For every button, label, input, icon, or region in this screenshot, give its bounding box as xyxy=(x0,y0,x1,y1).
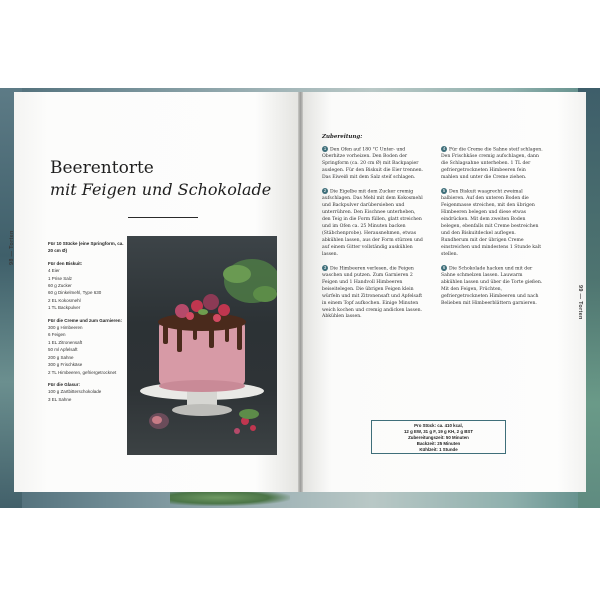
ingredient-item: 1 Prise Salz xyxy=(48,275,73,281)
instruction-step xyxy=(322,146,424,182)
ingredient-item: 1 TL Backpulver xyxy=(48,305,81,311)
step-text: Für die Creme die Sahne steif schlagen. Den Frischkäse cremig aufschlagen, dann die Schlagsahne unterheben. 1 TL der gefriergetrockneten Himbeeren fein mahlen und unter die Creme ziehen. xyxy=(441,147,543,181)
ingredient-item: 3 EL Sahne xyxy=(48,396,72,402)
step-number: 5 xyxy=(442,188,446,194)
title-divider xyxy=(128,217,198,218)
cake-illustration xyxy=(127,236,277,455)
right-page-side-label: 99 — Torten xyxy=(577,285,583,320)
nutrition-line: Zubereitungszeit: 50 Minuten xyxy=(408,435,469,440)
background-greenery xyxy=(170,492,290,506)
ingredients-heading: Für die Creme und zum Garnieren: xyxy=(48,317,123,323)
ingredient-item: 60 g Dinkelmehl, Type 630 xyxy=(48,290,102,296)
instruction-step xyxy=(441,146,543,182)
step-text: Die Eigelbe mit dem Zucker cremig aufschlagen. Das Mehl mit dem Kokosmehl und Backpulver darübersieben und unterrühren. Den Eischnee unterheben, den Teig in die Form füllen, glatt streichen und im Ofen ca. 25 Minuten backen (Stäbchenprobe). Herausnehmen, etwas abkühlen lassen, aus der Form stürzen und auf einem Gitter vollständig auskühlen lassen. xyxy=(322,189,423,257)
ingredient-item: 2 TL Himbeeren, gefriergetrocknet xyxy=(48,369,117,375)
left-page-side-label: 98 — Torten xyxy=(9,230,15,265)
instructions-column-left xyxy=(322,146,424,327)
instruction-step xyxy=(441,188,543,259)
instruction-step xyxy=(441,265,543,308)
nutrition-line: Pro Stück: ca. 410 kcal, xyxy=(414,423,463,428)
nutrition-box xyxy=(371,420,506,454)
ingredient-item: 60 g Zucker xyxy=(48,283,72,289)
ingredient-item: 6 Feigen xyxy=(48,332,66,338)
ingredients-heading: Für die Glasur: xyxy=(48,381,81,387)
ingredient-item: 2 EL Kokosmehl xyxy=(48,297,81,303)
step-number: 4 xyxy=(442,146,446,151)
instruction-step xyxy=(322,188,424,259)
nutrition-line: 12 g EW, 31 g F, 19 g KH, 2 g BST xyxy=(403,429,474,434)
ingredient-item: 300 g Himbeeren xyxy=(48,325,83,331)
step-text: Die Himbeeren verlesen, die Feigen waschen und putzen. Zum Garnieren 2 Feigen und 1 Handvoll Himbeeren beiseitelegen. Die übrigen Feigen klein würfeln und mit Zitronensaft und Apfelsaft in einem Topf aufkochen. Einige Minuten weich kochen und cremig andicken lassen. Abkühlen lassen. xyxy=(322,266,423,320)
recipe-subtitle: mit Feigen und Schokolade xyxy=(50,180,272,199)
step-text: Die Schokolade hacken und mit der Sahne schmelzen lassen. Lauwarm abkühlen lassen und über die Torte gießen. Mit den Feigen, Früchten, gefriergetrockneten Himbeeren und nach Belieben mit Himbeerblättern garnieren. xyxy=(441,266,543,306)
recipe-title: Beerentorte xyxy=(50,158,154,178)
step-text: Den Ofen auf 180 °C Unter- und Oberhitze vorheizen. Den Boden der Springform (ca. 20 cm Ø) mit Backpapier auslegen. Für den Biskuit die Eier trennen. Das Eiweiß mit dem Salz steif schlagen. xyxy=(322,147,423,181)
ingredients-list xyxy=(48,240,128,403)
step-number: 6 xyxy=(442,264,446,270)
ingredient-item: 300 g Frischkäse xyxy=(48,362,83,368)
step-number: 1 xyxy=(323,146,327,151)
ingredient-item: 100 g Zartbitterschokolade xyxy=(48,389,102,395)
ingredients-heading: Für den Biskuit: xyxy=(48,260,83,266)
ingredient-item: 200 g Sahne xyxy=(48,354,74,360)
step-number: 2 xyxy=(323,188,327,194)
ingredient-item: 4 Eier xyxy=(48,268,60,274)
instructions-column-right xyxy=(441,146,543,314)
nutrition-line: Backzeit: 25 Minuten xyxy=(416,441,461,446)
step-number: 3 xyxy=(323,264,327,270)
ingredient-item: 1 EL Zitronensaft xyxy=(48,339,83,345)
ingredients-yield: Für 10 Stücke (eine Springform, ca. 20 cm Ø) xyxy=(48,241,124,254)
instruction-step xyxy=(322,265,424,322)
ingredient-item: 50 ml Apfelsaft xyxy=(48,347,78,353)
step-text: Den Biskuit waagrecht zweimal halbieren. Auf den unteren Boden die Feigenmasse streichen, mit den übrigen Himbeeren belegen und diese etwas eindrücken. Mit dem zweiten Boden belegen, ebenfalls mit Creme bestreichen und den Biskuitdeckel auflegen. Rundherum mit der übrigen Creme einstreichen und mindestens 1 Stunde kalt stellen. xyxy=(441,189,542,257)
nutrition-line: Kühlzeit: 1 Stunde xyxy=(419,447,458,452)
instructions-heading: Zubereitung: xyxy=(322,134,363,140)
cake-photo xyxy=(127,236,277,455)
